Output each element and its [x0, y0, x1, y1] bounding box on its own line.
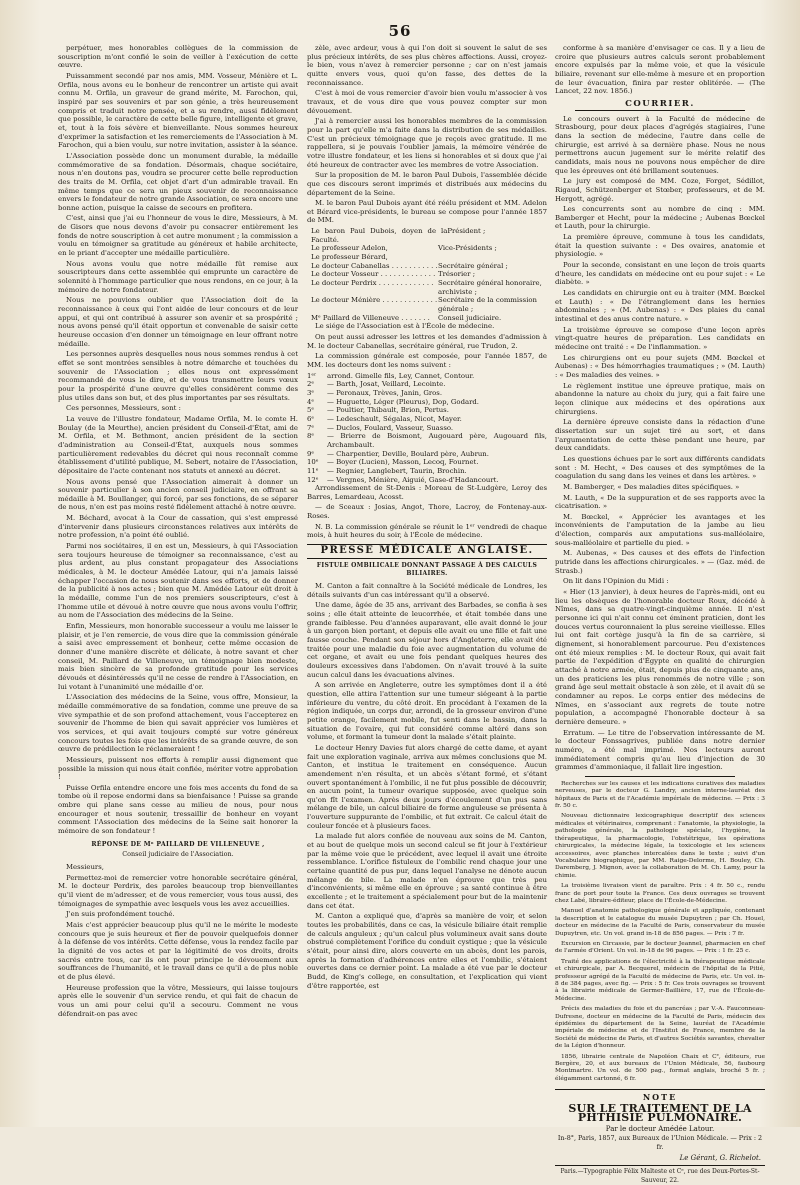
- paragraph: La commission générale est composée, pour l'année 1857, de MM. les docteurs dont les noms suivent :: [307, 352, 547, 369]
- press-article: [307, 582, 547, 990]
- paragraph: perpétuer, mes honorables collègues de la commission de souscription m'ont confié le soin de veiller à l'exécution de cette œuvre.: [58, 44, 298, 70]
- paragraph: La troisième épreuve se compose d'une leçon après vingt-quatre heures de préparation. Les candidats en médecine ont traité : « De l'inflammation. »: [555, 325, 765, 351]
- paragraph: La veuve de l'illustre fondateur, Madame Orfila, M. le comte H. Boulay (de la Meurthe), ancien président du Conseil-d'État, ami de M. Orfila, et M. Bethmont, ancien président de la section d'administration au Conseil-d'État, auxquels nous sommes particulièrement redevables du décret qui nous reconnaît comme établissement d'utilité publique, M. Sebert, notaire de l'Association, dépositaire de l'acte contenant nos statuts et annexé au décret.: [58, 414, 298, 475]
- speech-text: [58, 44, 298, 836]
- paragraph: Les questions échues par le sort aux différents candidats sont : M. Hecht, « Des causes et des symptômes de la coagulation du sang dans les veines et dans les artères. »: [555, 454, 765, 481]
- paragraph: Puisse Orfila entendre encore une fois mes accents du fond de sa tombe où il repose endormi dans sa bienfaisance ! Puisse sa grande ombre qui plane sans cesse au milieu de nous, pour nous encourager et nous soutenir, tressaillir de bonheur en voyant comment l'Association des médecins de la Seine sait honorer la mémoire de son fondateur !: [58, 783, 298, 836]
- paragraph: Le docteur Henry Davies fut alors chargé de cette dame, et ayant fait une exploration vaginale, arriva aux mêmes conclusions que M. Canton, et institua le traitement en conséquence. Aucun amendement n'en résulta, et un abcès s'étant formé, et s'étant ouvert spontanément à l'ombilic, il ne fut plus possible de découvrir, en aucun point, la tumeur ovarique supposée, avec quelque soin qu'on fît l'examen. Après deux jours d'écoulement d'un pus sans mélange de bile, un calcul biliaire de forme anguleuse se présenta à l'ouverture suppurante de l'ombilic, et fut extrait. Ce calcul était de couleur foncée et à plusieurs faces.: [307, 743, 547, 830]
- gerant-signature: Le Gérant, G. Richelot.: [679, 1154, 761, 1163]
- paragraph: M. Canton a fait connaître à la Société médicale de Londres, les détails suivants d'un cas intéressant qu'il a observé.: [307, 582, 547, 599]
- paragraph: Le règlement institue une épreuve pratique, mais on abandonne la nature au choix du jury, qui a fait faire une leçon clinique aux médecins et des opérations aux chirurgiens.: [555, 381, 765, 416]
- arrondissement-number: 6ᵉ: [307, 414, 315, 423]
- note-publication: In-8°, Paris, 1857, aux Bureaux de l'Union Médicale. — Prix : 2 fr.: [557, 1133, 763, 1151]
- arrondissement-list: [307, 484, 547, 521]
- reply-subheading: Conseil judiciaire de l'Association.: [122, 850, 234, 859]
- reply-text: [58, 863, 298, 1018]
- commission-members: — Charpentier, Deville, Boulard père, Aubrun.: [327, 449, 489, 458]
- paragraph: M. Bamberger, « Des maladies dites spécifiques. »: [563, 482, 740, 491]
- paragraph: On peut aussi adresser les lettres et les demandes d'admission à M. le docteur Cabanellas, secrétaire général, rue Trudon, 2.: [307, 333, 547, 350]
- commission-row: [307, 450, 547, 459]
- arrondissement-number: 3ᵉ: [307, 388, 315, 397]
- commission-row: [307, 389, 547, 398]
- arrondissement-number: 5ᵉ: [307, 406, 315, 415]
- column-right: [555, 44, 765, 1184]
- courrier-text: [555, 115, 765, 772]
- member-name: Le professeur Bérard,: [311, 253, 388, 262]
- commission-members: — Huguette, Léger (Pleurus), Dop, Godard.: [327, 397, 479, 406]
- member-name: Le professeur Adelon,: [311, 244, 388, 253]
- column-middle: [307, 44, 547, 1094]
- arrondissement-number: 12ᵉ: [307, 475, 319, 484]
- member-role: Secrétaire général honoraire, archiviste ;: [438, 279, 542, 296]
- member-name: Le docteur Ménière . . . . . . . . . . . . .: [311, 296, 438, 305]
- commission-members: — Peronaux, Trèves, Janin, Gros.: [327, 388, 443, 397]
- paragraph: J'ai à remercier aussi les honorables membres de la commission pour la part qu'elle m'a faite dans la distribution de ses médailles. C'est un précieux témoignage que je reçois avec gratitude. Il me rappellera, si je pouvais l'oublier jamais, la mémoire vénérée de votre illustre fondateur, et les liens si honorables et si doux que j'ai été heureux de contracter avec les membres de votre Association.: [307, 117, 547, 169]
- paragraph: Puissamment secondé par nos amis, MM. Vosseur, Ménière et L. Orfila, nous avons eu le bonheur de rencontrer un artiste qui avait connu M. Orfila, un graveur de grand mérite, M. Farochon, qui, inspiré par ses souvenirs et par son génie, a très heureusement compris et traduit notre pensée, et a su rendre, aussi fidèlement que possible, le caractère de cette belle figure, intelligente et grave, et, tout à la fois sévère et bienveillante. Nous sommes heureux d'exprimer la satisfaction et les remerciements de l'Association à M. Farochon, qui a bien voulu, sur notre invitation, assister à la séance.: [58, 71, 298, 150]
- arrondissement-number: 8ᵉ: [307, 432, 315, 441]
- paragraph: Une dame, âgée de 35 ans, arrivant des Barbades, se confia à ses soins ; elle était atteinte de leucorrhée, et était tombée dans une grande faiblesse. Peu d'années auparavant, elle avait donné le jour à un garçon bien portant, et depuis elle avait eu une fille et fait une fausse couche. Pendant son séjour hors d'Angleterre, elle avait été traitée pour une maladie du foie avec augmentation du volume de cet organe, et avait eu une fois pendant quelques heures des douleurs excessives dans l'abdomen. On n'avait trouvé à la suite aucun calcul dans les évacuations alvines.: [307, 601, 547, 679]
- note-title: SUR LE TRAITEMENT DE LA PHTHISIE PULMONAIRE.: [568, 1101, 752, 1124]
- press-title: PRESSE MÉDICALE ANGLAISE.: [307, 544, 547, 559]
- paragraph: Les candidats en chirurgie ont eu à traiter (MM. Bœckel et Lauth) : « De l'étranglement dans les hernies abdominales ; » (M. Aubenas) : « Des plaies du canal intestinal et des anus contre nature. »: [555, 289, 765, 324]
- association-info: [307, 322, 547, 369]
- commission-row: [307, 415, 547, 424]
- paragraph: L'Association des médecins de la Seine, vous offre, Monsieur, la médaille commémorative de sa fondation, comme une preuve de sa vive sympathie et de son profond attachement, vous l'accepterez en souvenir de l'homme de bien qui savait apprécier vos lumières et vos services, et qui avait toujours compté sur votre généreux concours toutes les fois que les intérêts de sa grande œuvre, de son œuvre de prédilection le réclameraient !: [58, 693, 298, 754]
- arrondissement-number: 1ᵉʳ: [307, 371, 317, 380]
- paragraph: La dernière épreuve consiste dans la rédaction d'une dissertation sur un sujet tiré au sort, et dans l'argumentation de cette thèse pendant une heure, par deux candidats.: [555, 418, 765, 453]
- paragraph: La malade fut alors confiée de nouveau aux soins de M. Canton, et au bout de quelque mois un second calcul se fit jour à l'extérieur par la même voie que le précédent, avec lequel il avait une étroite ressemblance. L'orifice fistuleux de l'ombilic rend chaque jour une certaine quantité de pus pur, dans lequel l'analyse ne dénote aucun mélange de bile. La malade n'en éprouve que très peu d'inconvénients, si même elle en éprouve ; sa santé continue à être excellente ; et le traitement a spécialement pour but de la maintenir dans cet état.: [307, 832, 547, 910]
- paragraph: J'en suis profondément touché.: [66, 910, 175, 919]
- arrondissement-number: 2ᵉ: [307, 380, 315, 389]
- commission-list: [307, 372, 547, 485]
- arrondissement-number: 4ᵉ: [307, 397, 315, 406]
- commission-row: [307, 476, 547, 485]
- book-notice: Excursion en Circassie, par le docteur Jeannel, pharmacien en chef de l'armée d'Orient. Un vol. in-18 de 96 pages. — Prix : 1 fr. 25 c.: [555, 940, 765, 955]
- arrondissement-number: 10ᵉ: [307, 458, 319, 467]
- commission-row: [307, 424, 547, 433]
- paragraph: Les concurrents sont au nombre de cinq : MM. Bamberger et Hecht, pour la médecine ; Aubenas Bœckel et Lauth, pour la chirurgie.: [555, 205, 765, 231]
- commission-row: [307, 372, 547, 381]
- note-label: NOTE: [642, 1092, 678, 1103]
- paragraph: Parmi nos sociétaires, il en est un, Messieurs, à qui l'Association sera toujours heureuse de témoigner sa reconnaissance, c'est au plus ardent, au plus constant propagateur des Associations médicales, à M. le docteur Amédée Latour, qui n'a jamais laissé échapper l'occasion de nous soutenir dans ses efforts, et de donner de la publicité à nos actes ; bien que M. Amédée Latour eût droit à la médaille, comme l'un de nos premiers souscripteurs, c'est à l'homme utile et dévoué à notre œuvre que nous avons voulu l'offrir, au nom de l'Association des médecins de la Seine.: [58, 542, 298, 620]
- note-advert: [555, 1089, 765, 1151]
- paragraph: Nous avons pensé que l'Association aimerait à donner un souvenir particulier à son ancien conseil judiciaire, en offrant sa médaille à M. Boullanger, qui forcé, par ses fonctions, de se séparer de nous, n'en est pas moins resté fidèlement attaché à notre œuvre.: [58, 477, 298, 512]
- commission-members: — Barth, Josat, Veillard, Lecointe.: [327, 380, 446, 389]
- printer-imprint: Paris.—Typographie Félix Malteste et Cᵉ, rue des Deux-Portes-St-Sauveur, 22.: [555, 1165, 765, 1185]
- commission-members: — Vergnes, Ménière, Aiguié, Gase-d'Hadancourt.: [327, 475, 499, 484]
- paragraph: Heureuse profession que la vôtre, Messieurs, qui laisse toujours après elle le souvenir d'un service rendu, et qui fait de chacun de vous un ami pour celui qu'il a secouru. Comment ne vous défendrait-on pas avec: [58, 983, 298, 1018]
- roster-row: [307, 279, 547, 296]
- paragraph: zèle, avec ardeur, vous à qui l'on doit si souvent le salut de ses plus précieux intérêts, de ses plus chères affections. Aussi, croyez-le bien, vous n'avez à remercier personne ; car on n'est jamais quitte envers vous, quoi qu'on fasse, des dettes de la reconnaissance.: [307, 44, 547, 87]
- roster-row: [307, 270, 547, 279]
- courrier-title: COURRIER.: [575, 100, 745, 111]
- reply-heading: RÉPONSE DE Mᵉ PAILLARD DE VILLENEUVE ,: [91, 840, 265, 848]
- roster-row: [307, 244, 547, 253]
- member-role: Conseil judiciaire.: [438, 313, 502, 322]
- member-role: Trésorier ;: [438, 270, 476, 279]
- commission-row: [307, 432, 547, 449]
- paragraph: M. Béchard, avocat à la Cour de cassation, qui s'est empressé d'intervenir dans plusieurs circonstances relatives aux intérêts de notre profession, n'a point été oublié.: [58, 514, 298, 540]
- commission-row: [307, 380, 547, 389]
- commission-members: — Regnier, Langlebert, Taurin, Brochin.: [327, 466, 467, 475]
- arrondissement-number: 9ᵉ: [307, 449, 315, 458]
- note-author: Par le docteur Amédée Latour.: [605, 1125, 715, 1134]
- commission-row: [307, 406, 547, 415]
- book-notice: Précis des maladies du foie et du pancréas ; par V.-A. Fauconneau-Dufresne, docteur en médecine de la Faculté de Paris, médecin des épidémies du département de la Seine, lauréat de l'Académie impériale de médecine et de l'Institut de France, membre de la Société de médecine de Paris, et d'autres Sociétés savantes, chevalier de la Légion d'honneur.: [555, 1006, 765, 1050]
- book-notice: Traité des applications de l'électricité à la thérapeutique médicale et chirurgicale, par A. Becquerel, médecin de l'hôpital de la Pitié, professeur agrégé de la Faculté de médecine de Paris, etc. Un vol. in-8 de 384 pages, avec fig. — Prix : 5 fr. Ces trois ouvrages se trouvent à la librairie médicale de Germer-Baillière, 17, rue de l'École-de-Médecine.: [555, 958, 765, 1002]
- roster-row: [307, 262, 547, 271]
- member-name: Le docteur Cabanellas . . . . . . . . . . .: [311, 261, 438, 270]
- paragraph: C'est, ainsi que j'ai eu l'honneur de vous le dire, Messieurs, à M. de Gisors que nous devons d'avoir pu consacrer entièrement les fonds de notre souscription à cet autre monument ; la commission a voulu en témoigner sa gratitude au généreux et habile architecte, en le priant d'accepter une médaille particulière.: [58, 214, 298, 258]
- book-notice: Nouveau dictionnaire lexicographique descriptif des sciences médicales et vétérinaires, comprenant : l'anatomie, la physiologie, la pathologie générale, la pathologie spéciale, l'hygiène, la thérapeutique, la pharmacologie, l'obstétrique, les opérations chirurgicales, la médecine légale, la toxicologie et les sciences accessoires, avec planches intercalées dans le texte ; suivi d'un Vocabulaire biographique, par MM. Raige-Delorme, H. Bouley, Ch. Daremberg, J. Mignon, avec la collaboration de M. Ch. Lamy, pour la chimie.: [555, 813, 765, 879]
- commission-row: [307, 458, 547, 467]
- paragraph: Le siége de l'Association est à l'École de médecine.: [315, 322, 495, 331]
- paragraph: L'Association possède donc un monument durable, la médaille commémorative de sa fondation. Désormais, chaque sociétaire, nous n'en doutons pas, voudra se procurer cette belle reproduction des traits de M. Orfila, cet objet d'art d'un admirable travail. En même temps que ce sera un pieux souvenir de reconnaissance envers le fondateur de notre grande Association, ce sera encore une bonne action, puisque la caisse de secours en profitera.: [58, 151, 298, 212]
- paragraph: La première épreuve, commune à tous les candidats, était la question suivante : « Des ovaires, anatomie et physiologie. »: [555, 233, 765, 259]
- commission-row: [307, 467, 547, 476]
- commission-members: — Duclos, Foulard, Vasseur, Suasso.: [327, 423, 454, 432]
- paragraph: Nous ne pouvions oublier que l'Association doit de la reconnaissance à ceux qui l'ont aidée de leur concours et de leur appui, et qui ont contribué à assurer son avenir et sa prospérité ; nous avons pensé qu'il était opportun et convenable de saisir cette heureuse occasion d'en donner un témoignage en leur offrant notre médaille.: [58, 296, 298, 348]
- page-number: 56: [388, 22, 412, 40]
- paragraph: Le jury est composé de MM. Coze, Forget, Sédillot, Rigaud, Schützenberger et Stœber, professeurs, et de M. Hergott, agrégé.: [555, 177, 765, 203]
- book-notices: [555, 781, 765, 1083]
- book-notice: La troisième livraison vient de paraître. Prix : 4 fr. 50 c., rendu franc de port pour toute la France. Ces deux ouvrages se trouvent chez Labé, libraire-éditeur, place de l'École-de-Médecine.: [555, 883, 765, 904]
- member-role: Secrétaire de la commission générale ;: [438, 296, 537, 314]
- member-role: Président ;: [447, 227, 486, 236]
- paragraph: Le concours ouvert à la Faculté de médecine de Strasbourg, pour deux places d'agrégés stagiaires, l'une dans la section de médecine, l'autre dans celle de chirurgie, est arrivé à sa dernière phase. Nous ne nous permettrons aucun jugement sur le mérite relatif des candidats, mais nous ne pouvons nous empêcher de dire que les épreuves ont été brillament soutenues.: [555, 114, 765, 175]
- commission-members: arrond. Gimelle fils, Ley, Cannet, Contour.: [327, 371, 475, 380]
- press-subtitle: FISTULE OMBILICALE DONNANT PASSAGE À DES CALCULS BILIAIRES.: [316, 561, 538, 578]
- paragraph: Les chirurgiens ont eu pour sujets (MM. Bœckel et Aubenas) : « Des hémorrhagies traumatiques ; » (M. Lauth) : « Des maladies des veines. »: [555, 353, 765, 379]
- roster-row: [307, 296, 547, 313]
- article-end: [555, 44, 765, 96]
- paragraph: M. Canton a expliqué que, d'après sa manière de voir, et selon toutes les probabilités, dans ce cas, la vésicule biliaire était remplie de calculs anguleux ; qu'un calcul plus volumineux avait sans doute obstrué complètement l'orifice du conduit cystique ; que la vésicule s'était, pour ainsi dire, alors couverte en un abcès, dont les parois, après la formation d'adhérences entre elles et l'ombilic, s'étaient ouvertes dans ce dernier point. La malade a été vue par le docteur Budd, de King's college, en consultation, et l'explication qui vient d'être rapportée, est: [307, 912, 547, 990]
- bureau-roster: [307, 227, 547, 322]
- paragraph: Ces personnes, Messieurs, sont :: [66, 404, 181, 413]
- paragraph: Messieurs,: [66, 863, 104, 872]
- paragraph: Mais c'est apprécier beaucoup plus qu'il ne le mérite le modeste concours que je suis heureux et fier de pouvoir quelquefois donner à la défense de vos intérêts. Cette défense, vous la rendez facile par la dignité de vos actes et par la légitimité de vos droits, droits sacrés entre tous, car ils ont pour principe le dévouement aux souffrances de l'humanité, et le travail dans ce qu'il a de plus noble et de plus élevé.: [58, 921, 298, 981]
- commission-members: — Ledeschault, Ségalas, Nicot, Mayer.: [327, 414, 462, 423]
- roster-row: [307, 227, 547, 244]
- commission-row: [307, 398, 547, 407]
- book-notice: 1856, librairie centrale de Napoléon Chaix et Cᵉ, éditeurs, rue Bergère, 20, et aux bureaux de l'Union Médicale, 56, faubourg Montmartre. Un vol. de 500 pag., format anglais, broché 5 fr. ; élégamment cartonné, 6 fr.: [555, 1053, 765, 1082]
- paragraph: On lit dans l'Opinion du Midi :: [563, 577, 669, 586]
- paragraph: Nous avons voulu que notre médaille fût remise aux souscripteurs dans cette assemblée qui emprunte un caractère de solennité à l'hommage particulier que nous rendons, en ce jour, à la mémoire de notre fondateur.: [58, 259, 298, 294]
- nb-note: N. B. La commission générale se réunit le 1ᵉʳ vendredi de chaque mois, à huit heures du soir, à l'École de médecine.: [307, 522, 547, 540]
- paragraph: Pour la seconde, consistant en une leçon de trois quarts d'heure, les candidats en médecine ont eu pour sujet : « Le diabète. »: [555, 261, 765, 287]
- commission-members: — Brierre de Boismont, Augouard père, Augouard fils, Archambault.: [327, 432, 547, 449]
- paragraph: A son arrivée en Angleterre, outre les symptômes dont il a été question, elle attira l'attention sur une tumeur siégeant à la partie inférieure du ventre, du côté droit. En procédant à l'examen de la région indiquée, un corps dur, arrondi, de la grosseur environ d'une petite orange, facilement mobile, fut senti dans le bassin, dans la situation de l'ovaire, qui fut considéré comme altéré dans son volume, et formant la tumeur dont la malade s'était plainte.: [307, 681, 547, 742]
- paragraph: Messieurs, puissent nos efforts à remplir aussi dignement que possible la mission qui nous était confiée, mériter votre approbation !: [58, 755, 298, 782]
- member-name: Mᵉ Paillard de Villeneuve . . . . . . .: [311, 313, 430, 322]
- reply-continuation: [307, 44, 547, 225]
- paragraph: Permettez-moi de remercier votre honorable secrétaire général, M. le docteur Perdrix, des paroles beaucoup trop bienveillantes qu'il vient de m'adresser, et de vous remercier, vous tous aussi, des témoignages de sympathie avec lesquels vous les avez accueillies.: [58, 873, 298, 908]
- paragraph: M. le baron Paul Dubois ayant été réélu président et MM. Adelon et Bérard vice-présidents, le bureau se compose pour l'année 1857 de MM.: [307, 199, 547, 225]
- paragraph: Erratum. — Le titre de l'observation intéressante de M. le docteur Fonssagrives, publiée dans notre dernier numéro, a été mal imprimé. Nos lecteurs auront immédiatement compris qu'au lieu d'injection de 30 grammes d'ammoniaque, il fallait lire ingestion.: [555, 728, 765, 772]
- paragraph: M. Bœckel, « Apprécier les avantages et les inconvénients de l'amputation de la jambe au lieu d'élection, comparés aux amputations sus-malléolaire, sous-malléolaire et partielle du pied. »: [555, 512, 765, 547]
- commission-members: — Poultier, Thibault, Brion, Pertus.: [327, 406, 449, 415]
- commission-members: — Boyer (Lucien), Masson, Lecoq, Fournet.: [327, 458, 479, 467]
- paragraph: Sur la proposition de M. le baron Paul Dubois, l'assemblée décide que ces discours seront imprimés et distribués aux médecins du département de la Seine.: [307, 171, 547, 197]
- member-role: Vice-Présidents ;: [438, 244, 497, 253]
- paragraph: M. Aubenas, « Des causes et des effets de l'infection putride dans les affections chirurgicales. » — (Gaz. méd. de Strasb.): [555, 549, 765, 575]
- book-notice: Recherches sur les causes et les indications curatives des maladies nerveuses, par le docteur G. Landry, ancien interne-lauréat des hôpitaux de Paris et de l'Académie impériale de médecine. — Prix : 3 fr. 50 c.: [555, 780, 765, 810]
- arrondissement-line: Arrondissement de St-Denis : Moreau de St-Ludgère, Leroy des Barres, Lemardeau, Acosst.: [307, 484, 547, 501]
- member-name: Le baron Paul Dubois, doyen de la Faculté.: [311, 227, 448, 244]
- divider: [585, 776, 735, 777]
- member-name: Le docteur Perdrix . . . . . . . . . . . . .: [311, 279, 434, 288]
- paragraph: conforme à sa manière d'envisager ce cas. Il y a lieu de croire que plusieurs autres calculs seront probablement encore expulsés par la même voie, et que la vésicule biliaire, revenant sur elle-même à mesure et en proportion de leur évacuation, finira par rester oblitérée. — (The Lancet, 22 nov. 1856.): [555, 44, 765, 96]
- arrondissement-number: 7ᵉ: [307, 423, 315, 432]
- arrondissement-line: — de Sceaux : Josias, Angot, Thore, Lacroy, de Fontenay-aux-Roses.: [307, 503, 547, 521]
- paragraph: Enfin, Messieurs, mon honorable successeur a voulu me laisser le plaisir, et je l'en remercie, de vous dire que la commission générale a saisi avec empressement et bonheur, cette même occasion de donner d'une manière discrète et délicate, à notre savant et cher conseil, M. Paillard de Villeneuve, un témoignage bien modeste, mais bien sincère de sa profonde gratitude pour les services dévoués et désintéressés qu'il ne cesse de rendre à l'Association, en lui votant à l'unanimité une médaille d'or.: [58, 622, 298, 691]
- book-notice: Manuel d'anatomie pathologique générale et appliquée, contenant la description et le catalogue du musée Dupuytren ; par Ch. Houel, docteur en médecine de la Faculté de Paris, conservateur du musée Dupuytren, etc. Un vol. grand in-18 de 856 pages. — Prix : 7 fr.: [555, 908, 765, 937]
- member-name: Le docteur Vosseur . . . . . . . . . . . . .: [311, 270, 436, 279]
- member-role: Secrétaire général ;: [438, 261, 508, 270]
- column-left: [58, 44, 298, 1094]
- roster-row: [307, 253, 547, 262]
- member-role: [438, 253, 543, 262]
- paragraph: M. Lauth, « De la suppuration et de ses rapports avec la cicatrisation. »: [555, 493, 765, 511]
- paragraph: Les personnes auprès desquelles nous nous sommes rendus à cet effet se sont montrées sensibles à notre démarche et touchées du souvenir de l'Association ; elles nous ont expressément recommandé de vous le dire, et de vous transmettre leurs vœux pour la prospérité d'une œuvre qu'elles considèrent comme des plus utiles dans son but, et des plus importantes par ses résultats.: [58, 350, 298, 402]
- paragraph: C'est à moi de vous remercier d'avoir bien voulu m'associer à vos travaux, et de vous dire que vous pouvez compter sur mon dévouement.: [307, 89, 547, 115]
- arrondissement-number: 11ᵉ: [307, 466, 319, 475]
- paragraph: « Hier (13 janvier), à deux heures de l'après-midi, ont eu lieu les obsèques de l'honorable docteur Roux, décédé à Nîmes, dans sa quatre-vingt-cinquième année. Il n'est personne ici qui n'ait connu cet éminent praticien, dont les douces vertus couronnaient la plus sereine vieillesse. Elles lui ont fait cortège jusqu'à la fin de sa carrière, si dignement, si honorablement parcourue. Peu d'existences ont été mieux remplies : M. le docteur Roux, qui avait fait partie de l'expédition d'Égypte en qualité de chirurgien attaché à notre armée, était, depuis plus de cinquante ans, un des praticiens les plus renommés de notre ville ; son grand âge seul mettait obstacle à son zèle, et il avait dû se condamner au repos. Le corps entier des médecins de Nîmes, en s'associant aux regrets de toute notre population, a accompagné l'honorable docteur à sa dernière demeure. »: [555, 588, 765, 726]
